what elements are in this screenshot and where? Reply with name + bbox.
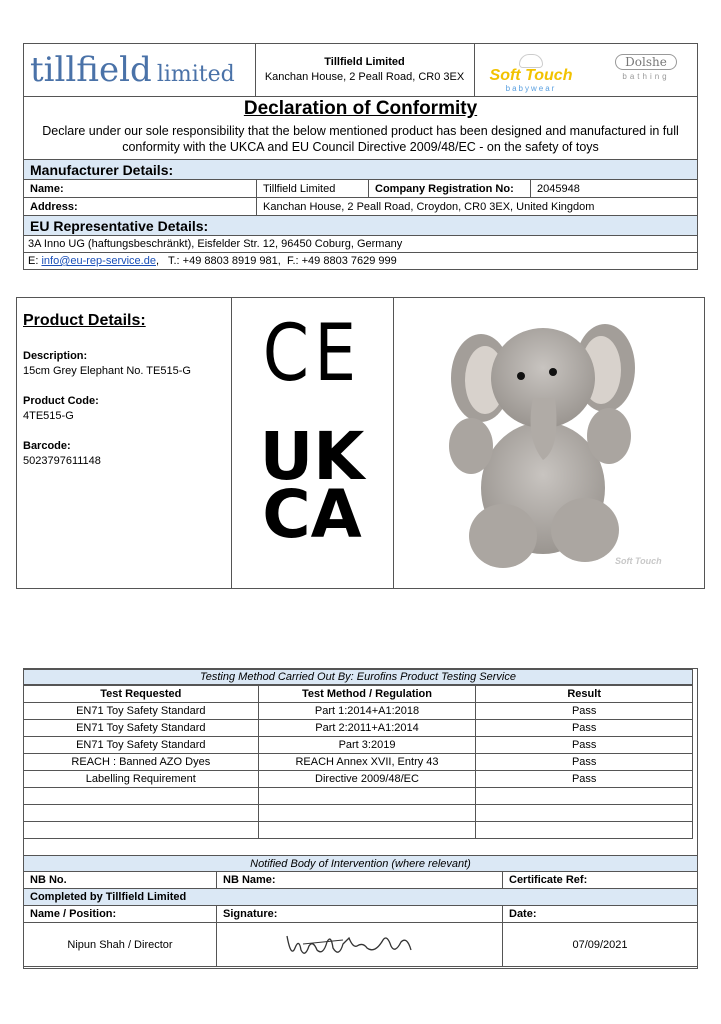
product-image-box [393,297,705,589]
header-company-box [255,43,475,97]
dolshe-sub: bathing [622,72,670,81]
eu-rep-contact-row [23,253,698,270]
header-company-name: Tillfield Limited [324,56,405,68]
nb-row [23,872,698,889]
eu-rep-address-row [23,236,698,253]
method-cell [258,788,476,805]
softtouch-logo [486,54,576,93]
tillfield-logo [30,50,235,90]
elephant-plush-image [393,298,703,588]
table-row [24,788,693,805]
result-cell [476,788,693,805]
ukca-mark-ca: CA [262,476,362,553]
test-cell: REACH : Banned AZO Dyes [24,754,259,771]
method-cell [258,822,476,839]
table-row [24,754,693,771]
product-code-label: Product Code: [23,395,99,407]
barcode-value: 5023797611148 [23,455,101,467]
testing-heading-text: Testing Method Carried Out By: Eurofins Product Testing Service [200,671,516,683]
name-value: Tillfield Limited [256,180,368,197]
signature-image [283,928,423,962]
signoff-values-row [23,923,698,967]
test-cell [24,822,259,839]
testing-heading [23,669,693,685]
table-row [24,771,693,788]
ukca-mark-icon [231,418,393,553]
test-cell: EN71 Toy Safety Standard [24,737,259,754]
result-cell: Pass [476,737,693,754]
table-row [24,703,693,720]
page-title: Declaration of Conformity [243,98,478,119]
eu-rep-heading: EU Representative Details: [23,216,698,236]
address-label: Address: [30,200,78,213]
manufacturer-name-row [23,180,698,198]
test-cell: Labelling Requirement [24,771,259,788]
email-link[interactable]: info@eu-rep-service.de [41,255,156,267]
test-cell: EN71 Toy Safety Standard [24,703,259,720]
table-row [24,737,693,754]
product-heading: Product Details: [23,312,146,329]
header-logo-box [23,43,256,97]
marks-box [231,297,394,589]
test-cell [24,788,259,805]
table-row [24,822,693,839]
signature-cell [216,923,502,966]
testing-header-row [24,686,693,703]
test-cell: EN71 Toy Safety Standard [24,720,259,737]
name-position-label: Name / Position: [30,908,117,920]
col-test-method: Test Method / Regulation [258,686,476,703]
softtouch-watermark: Soft Touch [615,556,662,566]
logo-word-limited: limited [156,62,235,87]
nb-name-label: NB Name: [216,872,502,888]
table-row [24,805,693,822]
address-value: Kanchan House, 2 Peall Road, Croydon, CR0 3EX, United Kingdom [256,198,697,215]
result-cell: Pass [476,720,693,737]
notified-heading-text: Notified Body of Intervention (where relevant) [250,858,471,870]
method-cell: Directive 2009/48/EC [258,771,476,788]
completed-label: Completed by Tillfield Limited [30,891,187,903]
product-code-value: 4TE515-G [23,410,74,422]
cert-ref-label: Certificate Ref: [502,872,697,888]
manufacturer-heading: Manufacturer Details: [23,160,698,180]
description-value: 15cm Grey Elephant No. TE515-G [23,365,191,377]
nb-no-label: NB No. [30,874,67,886]
test-cell [24,805,259,822]
method-cell: Part 2:2011+A1:2014 [258,720,476,737]
ce-mark-icon: CE [262,309,362,399]
dolshe-logo [608,54,684,81]
ukca-mark-uk: UK [259,418,365,495]
result-cell: Pass [476,771,693,788]
manufacturer-address-row [23,198,698,216]
col-test-requested: Test Requested [24,686,259,703]
notified-heading [23,855,698,872]
name-position-value: Nipun Shah / Director [67,938,173,951]
logo-word-tillfield: tillfield [30,50,152,90]
product-details-box [16,297,232,589]
phone-fax: , T.: +49 8803 8919 981, F.: +49 8803 7629 999 [155,255,397,267]
completed-row [23,889,698,906]
title-box [23,96,698,160]
result-cell: Pass [476,754,693,771]
eu-rep-address: 3A Inno UG (haftungsbeschränkt), Eisfelder Str. 12, 96450 Coburg, Germany [28,238,403,250]
date-label: Date: [502,906,697,922]
softtouch-bear-icon [519,54,543,68]
result-cell [476,805,693,822]
name-label: Name: [30,182,64,195]
method-cell: Part 1:2014+A1:2018 [258,703,476,720]
method-cell: Part 3:2019 [258,737,476,754]
signature-label: Signature: [216,906,502,922]
barcode-label: Barcode: [23,440,71,452]
col-result: Result [476,686,693,703]
dolshe-word: Dolshe [615,54,677,70]
header-company-address: Kanchan House, 2 Peall Road, CR0 3EX [264,71,465,83]
softtouch-sub: babywear [505,84,557,93]
method-cell [258,805,476,822]
reg-label: Company Registration No: [368,180,530,197]
reg-value: 2045948 [530,180,697,197]
result-cell [476,822,693,839]
table-row [24,720,693,737]
date-value: 07/09/2021 [502,923,697,966]
header-brands-box [474,43,698,97]
email-label: E: [28,255,39,267]
description-label: Description: [23,350,88,362]
declaration-text: Declare under our sole responsibility that the below mentioned product has been designed and manufactured in full conformity with the UKCA and EU Council Directive 2009/48/EC - on the safety of toys [42,124,679,154]
signoff-labels-row [23,906,698,923]
softtouch-word: Soft Touch [489,67,573,84]
result-cell: Pass [476,703,693,720]
testing-table [23,685,693,839]
method-cell: REACH Annex XVII, Entry 43 [258,754,476,771]
eu-rep-contact [24,253,697,269]
